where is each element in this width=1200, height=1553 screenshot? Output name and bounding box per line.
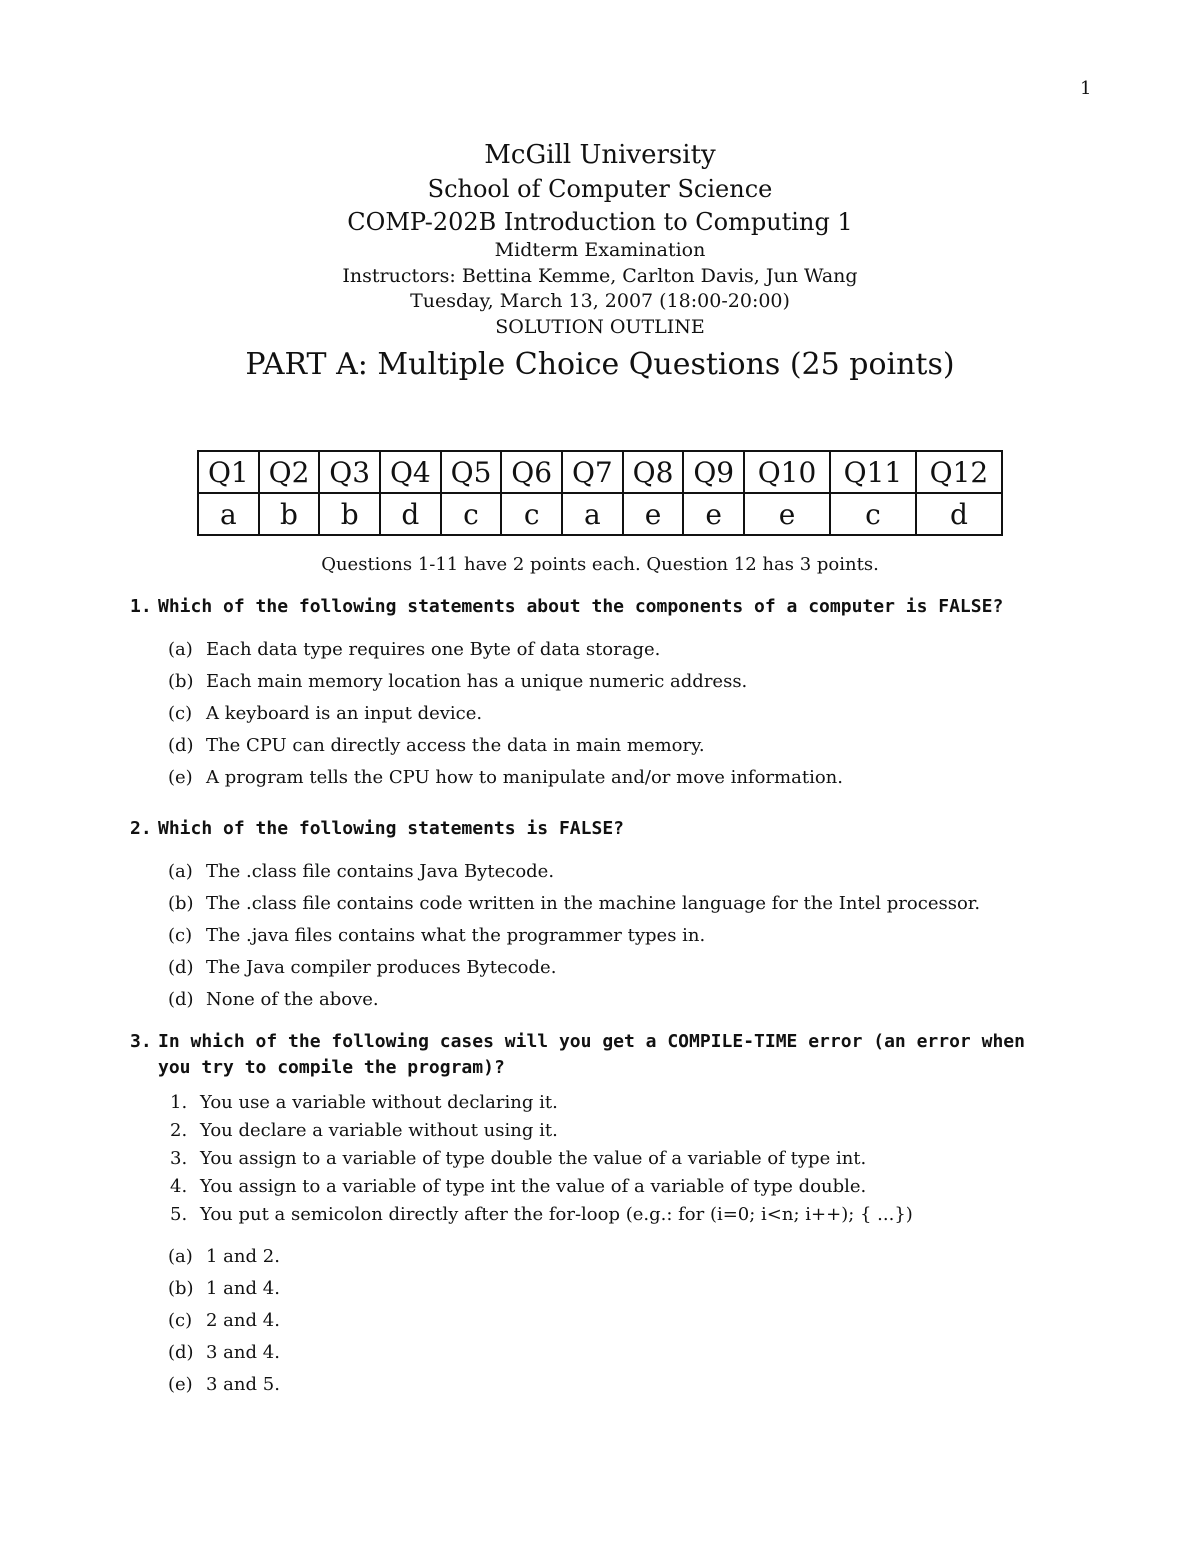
university-name: McGill University (484, 140, 716, 170)
option-item (168, 984, 1100, 1016)
question-number: 2. (130, 818, 152, 839)
option-item (168, 1337, 1100, 1369)
case-item (170, 1117, 1100, 1145)
case-label: 5. (170, 1204, 188, 1225)
question-cell: Q8 (623, 451, 684, 493)
option-label: (b) (168, 671, 194, 692)
case-text: You assign to a variable of type int the value of a variable of type double. (200, 1176, 867, 1197)
option-label: (e) (168, 1374, 193, 1395)
option-item (168, 1273, 1100, 1305)
option-item (168, 952, 1100, 984)
case-label: 4. (170, 1176, 188, 1197)
part-heading: PART A: Multiple Choice Questions (25 points) (245, 346, 955, 382)
question-text: Which of the following statements is FALSE? (158, 818, 624, 839)
school-name: School of Computer Science (427, 175, 773, 204)
option-label: (e) (168, 767, 193, 788)
option-text: The .class file contains Java Bytecode. (206, 861, 555, 882)
option-text: 2 and 4. (206, 1310, 280, 1331)
option-text: The .class file contains code written in the machine language for the Intel processor. (206, 893, 981, 914)
option-text: 3 and 4. (206, 1342, 280, 1363)
question-3 (130, 1029, 1100, 1401)
option-label: (c) (168, 703, 193, 724)
question-cell: Q1 (198, 451, 259, 493)
case-text: You assign to a variable of type double the value of a variable of type int. (200, 1148, 867, 1169)
question-text: Which of the following statements about the components of a computer is FALSE? (158, 596, 1004, 617)
answer-cell: b (259, 493, 320, 535)
case-text: You put a semicolon directly after the for-loop (e.g.: for (i=0; i<n; i++); { ...}) (200, 1204, 913, 1225)
option-item (168, 1305, 1100, 1337)
answer-cell: d (916, 493, 1002, 535)
option-label: (b) (168, 893, 194, 914)
answer-cell: e (623, 493, 684, 535)
answer-cell: e (683, 493, 744, 535)
question-cell: Q2 (259, 451, 320, 493)
option-text: The CPU can directly access the data in main memory. (206, 735, 705, 756)
option-label: (d) (168, 989, 194, 1010)
option-text: A program tells the CPU how to manipulate and/or move information. (206, 767, 843, 788)
option-label: (c) (168, 1310, 193, 1331)
answer-table (197, 450, 1003, 536)
case-item (170, 1201, 1100, 1229)
option-label: (a) (168, 861, 193, 882)
answer-cell: d (380, 493, 441, 535)
instructors: Instructors: Bettina Kemme, Carlton Davis, Jun Wang (342, 264, 858, 287)
exam-header (0, 140, 1200, 383)
option-item (168, 666, 1100, 698)
question-number: 1. (130, 596, 152, 617)
question-cell: Q9 (683, 451, 744, 493)
option-label: (d) (168, 735, 194, 756)
answer-cell: c (501, 493, 562, 535)
option-label: (a) (168, 1246, 193, 1267)
solution-outline-label: SOLUTION OUTLINE (495, 316, 705, 339)
answer-table-header-row (198, 451, 1002, 493)
option-text: 3 and 5. (206, 1374, 280, 1395)
option-list (168, 634, 1100, 794)
option-item (168, 1369, 1100, 1401)
answer-cell: c (830, 493, 916, 535)
option-text: 1 and 2. (206, 1246, 280, 1267)
page-number: 1 (1080, 78, 1092, 99)
option-item (168, 730, 1100, 762)
question-1 (130, 594, 1100, 794)
question-cell: Q4 (380, 451, 441, 493)
option-list (168, 1241, 1100, 1401)
answer-cell: b (319, 493, 380, 535)
answer-table-answer-row (198, 493, 1002, 535)
case-item (170, 1089, 1100, 1117)
case-label: 2. (170, 1120, 188, 1141)
option-item (168, 1241, 1100, 1273)
case-list (170, 1089, 1100, 1229)
option-text: A keyboard is an input device. (206, 703, 483, 724)
option-label: (a) (168, 639, 193, 660)
option-label: (b) (168, 1278, 194, 1299)
case-label: 3. (170, 1148, 188, 1169)
option-item (168, 634, 1100, 666)
question-title (130, 1029, 1100, 1081)
option-list (168, 856, 1100, 1016)
option-text: Each main memory location has a unique numeric address. (206, 671, 748, 692)
question-title (130, 816, 1100, 842)
question-2 (130, 816, 1100, 1016)
question-cell: Q5 (441, 451, 502, 493)
option-label: (c) (168, 925, 193, 946)
question-title (130, 594, 1100, 620)
exam-date: Tuesday, March 13, 2007 (18:00-20:00) (410, 290, 790, 313)
option-item (168, 762, 1100, 794)
points-note: Questions 1-11 have 2 points each. Question 12 has 3 points. (321, 554, 879, 575)
option-label: (d) (168, 957, 194, 978)
answer-cell: c (441, 493, 502, 535)
question-text-line-1: In which of the following cases will you get a COMPILE-TIME error (an error when (158, 1031, 1025, 1052)
option-label: (d) (168, 1342, 194, 1363)
option-text: The .java files contains what the programmer types in. (206, 925, 706, 946)
option-item (168, 856, 1100, 888)
answer-cell: a (198, 493, 259, 535)
question-cell: Q7 (562, 451, 623, 493)
option-item (168, 698, 1100, 730)
question-text-line-2: you try to compile the program)? (158, 1057, 505, 1078)
option-text: The Java compiler produces Bytecode. (206, 957, 557, 978)
case-label: 1. (170, 1092, 188, 1113)
answer-cell: e (744, 493, 830, 535)
case-item (170, 1173, 1100, 1201)
case-item (170, 1145, 1100, 1173)
question-cell: Q11 (830, 451, 916, 493)
case-text: You use a variable without declaring it. (200, 1092, 558, 1113)
answer-cell: a (562, 493, 623, 535)
question-cell: Q6 (501, 451, 562, 493)
question-number: 3. (130, 1031, 152, 1052)
question-cell: Q12 (916, 451, 1002, 493)
exam-name: Midterm Examination (494, 238, 706, 261)
option-item (168, 920, 1100, 952)
question-cell: Q3 (319, 451, 380, 493)
option-text: 1 and 4. (206, 1278, 280, 1299)
case-text: You declare a variable without using it. (200, 1120, 558, 1141)
question-cell: Q10 (744, 451, 830, 493)
option-text: None of the above. (206, 989, 379, 1010)
option-text: Each data type requires one Byte of data storage. (206, 639, 661, 660)
course-title: COMP-202B Introduction to Computing 1 (347, 207, 853, 236)
option-item (168, 888, 1100, 920)
